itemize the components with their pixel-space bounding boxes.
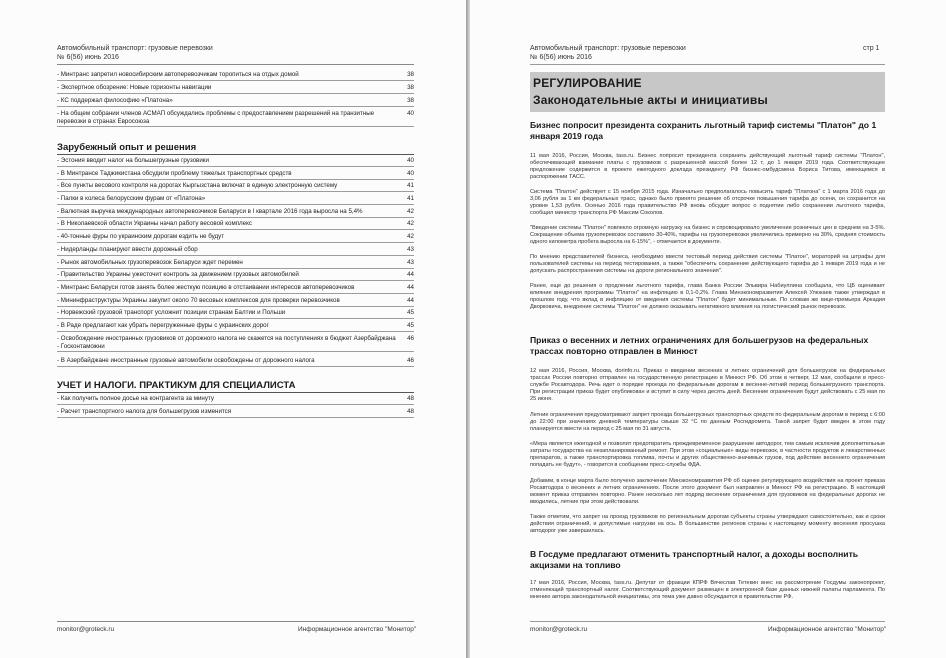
toc-page: 42 — [407, 220, 414, 227]
toc-row[interactable] — [57, 259, 414, 269]
toc-title: - Палки в колеса белорусским фурам от «Платона» — [57, 195, 206, 202]
section-heading-foreign: Зарубежный опыт и решения — [57, 142, 414, 155]
article-paragraph: 17 мая 2016, Россия, Москва, tass.ru. Депутат от фракции КПРФ Вячеслав Тетекин внес на рассмотрение Госдумы законопроект, отменяющий транспортный налог. Соответствующий документ размещен в электронной базе данных нижней палаты парламента. По мнению автора законодательной инициативы, эта тема уже давно обсуждается в правительстве РФ. — [530, 580, 885, 600]
toc-page: 40 — [407, 110, 414, 117]
toc-row[interactable] — [57, 110, 414, 127]
toc-row[interactable] — [57, 271, 414, 281]
toc-page: 48 — [407, 395, 414, 402]
toc-title: - Норвежский грузовой транспорт усложнит позиции странам Балтии и Польши — [57, 309, 286, 316]
toc-row[interactable] — [57, 357, 414, 367]
toc-page: 41 — [407, 195, 414, 202]
article-paragraph: "Введение системы "Платон" повлекло огромную нагрузку на бизнес и спровоцировало увеличение розничных цен в среднем на 3-5%. Сокращение объема грузоперевозок составило 30-40%, тарифы на грузоперевозки увеличились примерно на 30%, средняя стоимость одного километра пробега выросла на 6-15%", - отмечается в документе. — [530, 225, 885, 245]
toc-row[interactable] — [57, 97, 414, 107]
section-heading-tax: УЧЕТ И НАЛОГИ. ПРАКТИКУМ ДЛЯ СПЕЦИАЛИСТА — [57, 380, 414, 393]
toc-title: - Валютная выручка международных автоперевозчиков Беларуси в I квартале 2016 года выросла на 5,4% — [57, 208, 363, 215]
toc-title: - Мининфраструктуры Украины закупит около 70 весовых комплексов для проверки перевозчиков — [57, 297, 340, 304]
toc-title: - Минтранс Беларуси готов занять более жесткую позицию в отстаивании интересов автоперевозчиков — [57, 284, 355, 291]
toc-title: - 40-тонные фуры по украинским дорогам ездить не будут — [57, 233, 225, 240]
left-footer-agency: Информационное агентство "Монитор" — [298, 626, 417, 633]
toc-row[interactable] — [57, 220, 414, 230]
toc-title: - Правительство Украины ужесточит контроль за движением грузовых автомобилей — [57, 271, 299, 278]
article-paragraph: Летние ограничения предусматривают запрет проезда большегрузных транспортных средств по федеральным дорогам в период с 6:00 до 22:00 при значениях дневной температуры свыше 32 °С по данным Росгидромета. Такой запрет будет введен в этом году планируется ввести на период с 25 мая по 31 августа. — [530, 412, 885, 432]
toc-row[interactable] — [57, 195, 414, 205]
toc-page: 45 — [407, 309, 414, 316]
article-paragraph: Добавим, в конце марта было получено заключение Минэкономразвития РФ об оценке регулирующего воздействия на проект приказа Росавтодора о весенних и летних ограничениях. После этого документ был направлен в Минюст РФ на регистрацию. В настоящий момент приказ отправлен повторно. Ранее несколько лет подряд весенние ограничения для грузовиков на федеральных дорогах не вводились, летние при этом действовали. — [530, 478, 885, 505]
toc-page: 38 — [407, 97, 414, 104]
toc-page: 46 — [407, 357, 414, 364]
article-paragraph: Также отметим, что запрет на проезд грузовиков по региональным дорогам субъекты страны утверждают самостоятельно, как и сроки действия ограничений, и допустимые нагрузки на ось. В большинстве регионов страны к настоящему моменту весенняя просушка автодорог уже завершилась. — [530, 514, 885, 534]
right-footer-agency: Информационное агентство "Монитор" — [768, 626, 887, 633]
toc-page: 45 — [407, 322, 414, 329]
right-header-rule — [530, 64, 885, 65]
toc-page: 44 — [407, 271, 414, 278]
toc-page: 44 — [407, 297, 414, 304]
toc-row[interactable] — [57, 284, 414, 294]
toc-title: - В Минтрансе Таджикистана обсудили проблему тяжелых транспортных средств — [57, 170, 292, 177]
toc-title: - Рынок автомобильных грузоперевозок Беларуси ждет перемен — [57, 259, 243, 266]
toc-page: 43 — [407, 246, 414, 253]
toc-page: 40 — [407, 157, 414, 164]
toc-page: 43 — [407, 259, 414, 266]
toc-title: - Освобождение иностранных грузовиков от дорожного налога не скажется на поступлениях в бюджет Азербайджана - Госконтаможни — [57, 335, 396, 350]
toc-title: - Нидерланды планируют ввести дорожный сбор — [57, 246, 198, 253]
toc-row[interactable] — [57, 395, 414, 405]
toc-page: 40 — [407, 170, 414, 177]
toc-page: 42 — [407, 233, 414, 240]
toc-row[interactable] — [57, 309, 414, 319]
left-header-rule — [57, 64, 414, 65]
article-headline[interactable]: В Госдуме предлагают отменить транспортный налог, а доходы восполнить акцизами на топливо — [530, 549, 859, 570]
toc-row[interactable] — [57, 233, 414, 243]
toc-page: 38 — [407, 84, 414, 91]
toc-page: 41 — [407, 182, 414, 189]
toc-page: 48 — [407, 408, 414, 415]
toc-title: - Минтранс запретил новосибирским автоперевозчикам торопиться на отдых домой — [57, 71, 299, 78]
left-page — [0, 0, 466, 658]
article-paragraph: 11 мая 2016, Россия, Москва, tass.ru. Бизнес попросит президента сохранить действующий льготный тариф системы "Платон", обеспечивающей взимание платы с грузовиков с разрешенной массой более 12 т, до 1 января 2019 года. Соответствующее предложение содержится в проекте ежегодного доклада президенту РФ бизнес-омбудсмена Бориса Титова, имеющемся в распоряжении ТАСС. — [530, 153, 885, 180]
toc-row[interactable] — [57, 246, 414, 256]
toc-row[interactable] — [57, 71, 414, 81]
toc-title: - На общем собрании членов АСМАП обсуждались проблемы с предоставлением разрешений на транзитные перевозки в странах Евросоюза — [57, 110, 375, 125]
toc-row[interactable] — [57, 84, 414, 94]
toc-row[interactable] — [57, 408, 414, 418]
section-title: РЕГУЛИРОВАНИЕ — [533, 76, 642, 90]
toc-row[interactable] — [57, 322, 414, 332]
toc-row[interactable] — [57, 157, 414, 167]
toc-row[interactable] — [57, 297, 414, 307]
toc-page: 46 — [407, 335, 414, 342]
right-footer-rule — [530, 621, 885, 622]
toc-title: - Как получить полное досье на контрагента за минуту — [57, 395, 214, 402]
section-subtitle: Законодательные акты и инициативы — [533, 93, 768, 107]
article-headline[interactable]: Бизнес попросит президента сохранить льготный тариф системы "Платон" до 1 января 2019 года — [530, 120, 877, 141]
toc-page: 42 — [407, 208, 414, 215]
page-number: стр 1 — [863, 45, 880, 52]
right-header-issue: № 6(56) июнь 2016 — [530, 54, 592, 61]
toc-title: - Экспертное обозрение: Новые горизонты навигации — [57, 84, 212, 91]
left-header-issue: № 6(56) июнь 2016 — [57, 54, 119, 61]
toc-title: - Расчет транспортного налога для большегрузов изменится — [57, 408, 232, 415]
article-paragraph: Ранее, еще до решения о продлении льготного тарифа, глава Банка России Эльвира Набиуллина сообщала, что ЦБ оценивает влияние внедрения программы "Платон" на инфляцию в 0,1-0,2%. Глава Минэкономразвития Алексей Улюкаев также утверждал в прошлом году, что вклад в инфляцию от введения системы "Платон" будет минимальным. По словам же вице-премьера Аркадия Дворковича, внедрение системы "Платон" не должно оказывать негативного влияния на логистический рынок перевозок. — [530, 283, 885, 310]
toc-row[interactable] — [57, 208, 414, 218]
toc-page: 44 — [407, 284, 414, 291]
left-header-title: Автомобильный транспорт: грузовые перевозки — [57, 45, 213, 52]
toc-title: - Все пункты весового контроля на дорогах Кыргызстана включат в единую электронную систему — [57, 182, 338, 189]
article-paragraph: 12 мая 2016, Россия, Москва, dorinfo.ru. Приказ о введении весенних и летних ограничений для большегрузов на федеральных трассах России повторно отправлен на государственную регистрацию в Минюст РФ. Об этом в четверг, 12 мая, сообщили в пресс-службе Росавтодора. Речь идет о порядке проезда по федеральным дорогам в весенне-летний период большегрузного транспорта. При регистрации приказ будет опубликован и вступит в силу через десять дней. Весенние ограничения будут действовать с 25 мая по 25 июня. — [530, 368, 885, 402]
toc-page: 38 — [407, 71, 414, 78]
toc-row[interactable] — [57, 182, 414, 192]
toc-title: - Эстония вводит налог на большегрузные грузовики — [57, 157, 209, 164]
right-header-title: Автомобильный транспорт: грузовые перевозки — [530, 45, 686, 52]
toc-title: - В Николаевской области Украины начал работу весовой комплекс — [57, 220, 252, 227]
article-paragraph: По мнению представителей бизнеса, необходимо ввести тестовый период действия системы "Платон", мораторий на штрафы для пользователей системы на период тестирования, а также "обеспечить сохранение действующего тарифа до 1 января 2019 года и не допускать распространения системы на дороги регионального значения". — [530, 254, 885, 274]
article-paragraph: Система "Платон" действует с 15 ноября 2015 года. Изначально предполагалось повысить тариф "Платона" с 1 марта 2016 года до 3,06 рубля за 1 км федеральных трасс, однако было принято решение об отсрочке повышения тарифа до осени, он сохранится на уровне 1,53 рубля. Осенью 2016 года правительство РФ вновь обсудит вопрос о поднятии либо сохранении льготного тарифа, сообщил министр транспорта РФ Максим Соколов. — [530, 189, 885, 216]
toc-title: - В Азербайджане иностранные грузовые автомобили освобождены от дорожного налога — [57, 357, 315, 364]
toc-row[interactable] — [57, 335, 414, 352]
left-footer-rule — [57, 621, 414, 622]
article-paragraph: «Мера является ежегодной и позволит предотвратить преждевременное разрушение автодорог, тем самым исключив дополнительные затраты государства на незапланированный ремонт. При этом «социальные» виды перевозок, в частности продуктов и лекарственных препаратов, а также транспортировка топлива, почты и других общественно-значимых грузов, под действие весеннего ограничения попадать не будут», - говорится в сообщении пресс-службы ФДА. — [530, 441, 885, 468]
toc-title: - В Раде предлагают как убрать перегруженные фуры с украинских дорог — [57, 322, 269, 329]
right-footer-email[interactable]: monitor@groteck.ru — [530, 626, 588, 633]
left-footer-email[interactable]: monitor@groteck.ru — [57, 626, 115, 633]
toc-row[interactable] — [57, 170, 414, 180]
article-headline[interactable]: Приказ о весенних и летних ограничениях для большегрузов на федеральных трассах повторно отправлен в Минюст — [530, 335, 869, 356]
toc-title: - КС поддержал философию «Платона» — [57, 97, 173, 104]
